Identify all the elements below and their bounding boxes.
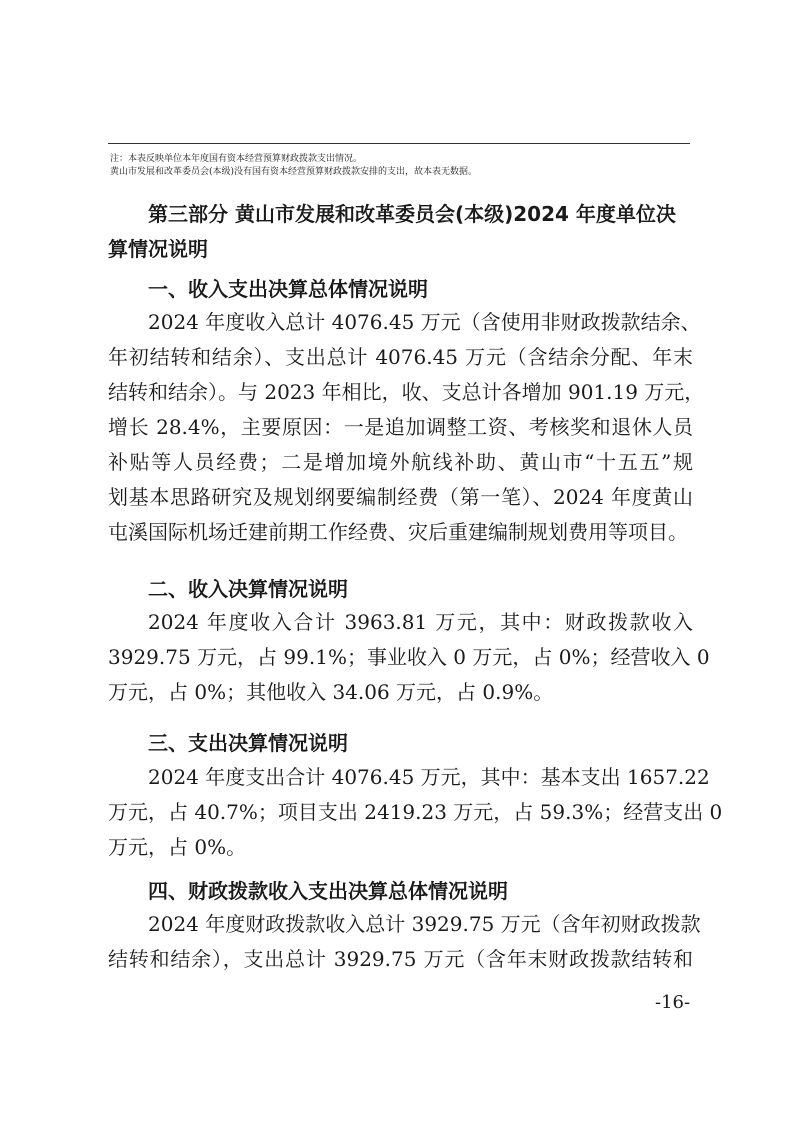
paragraph-line: 2024 年度财政拨款收入总计 3929.75 万元（含年初财政拨款: [148, 912, 701, 936]
section-body-1: [108, 305, 705, 550]
section-heading-2: 二、收入决算情况说明: [148, 577, 348, 601]
paragraph-line: 万元，占 40.7%；项目支出 2419.23 万元，占 59.3%；经营支出 0: [108, 800, 723, 824]
paragraph-line: 3929.75 万元，占 99.1%；事业收入 0 万元，占 0%；经营收入 0: [108, 645, 710, 669]
section-heading-4: 四、财政拨款收入支出决算总体情况说明: [148, 879, 508, 903]
paragraph-line: 2024 年度支出合计 4076.45 万元，其中：基本支出 1657.22: [148, 765, 710, 789]
paragraph-line: 年初结转和结余）、支出总计 4076.45 万元（含结余分配、年末: [108, 345, 693, 369]
paragraph-line: 增长 28.4%，主要原因：一是追加调整工资、考核奖和退休人员: [108, 415, 693, 439]
section-body-4: [108, 907, 701, 977]
section-heading-1: 一、收入支出决算总体情况说明: [148, 277, 428, 301]
part-title-line-1: 第三部分 黄山市发展和改革委员会(本级)2024 年度单位决: [148, 202, 676, 226]
paragraph-line: 屯溪国际机场迁建前期工作经费、灾后重建编制规划费用等项目。: [108, 520, 688, 544]
paragraph-line: 划基本思路研究及规划纲要编制经费（第一笔）、2024 年度黄山: [108, 485, 693, 509]
paragraph-line: 结转和结余），支出总计 3929.75 万元（含年末财政拨款结转和: [108, 947, 693, 971]
part-title-line-2: 算情况说明: [108, 237, 208, 261]
table-bottom-rule: [108, 143, 690, 144]
section-heading-3: 三、支出决算情况说明: [148, 731, 348, 755]
page-number: -16-: [655, 992, 691, 1013]
paragraph-line: 万元，占 0%。: [108, 835, 247, 859]
paragraph-line: 补贴等人员经费；二是增加境外航线补助、黄山市“十五五”规: [108, 450, 693, 474]
table-note-2: 黄山市发展和改革委员会(本级)没有国有资本经营预算财政拨款安排的支出，故本表无数据。: [110, 167, 478, 177]
table-note-1: 注：本表反映单位本年度国有资本经营预算财政拨款支出情况。: [110, 154, 363, 164]
paragraph-line: 万元，占 0%；其他收入 34.06 万元，占 0.9%。: [108, 680, 554, 704]
section-body-2: [108, 605, 710, 710]
paragraph-line: 结转和结余）。与 2023 年相比，收、支总计各增加 901.19 万元，: [108, 380, 705, 404]
paragraph-line: 2024 年度收入总计 4076.45 万元（含使用非财政拨款结余、: [148, 310, 701, 334]
section-body-3: [108, 760, 723, 865]
paragraph-line: 2024 年度收入合计 3963.81 万元，其中：财政拨款收入: [148, 610, 693, 634]
